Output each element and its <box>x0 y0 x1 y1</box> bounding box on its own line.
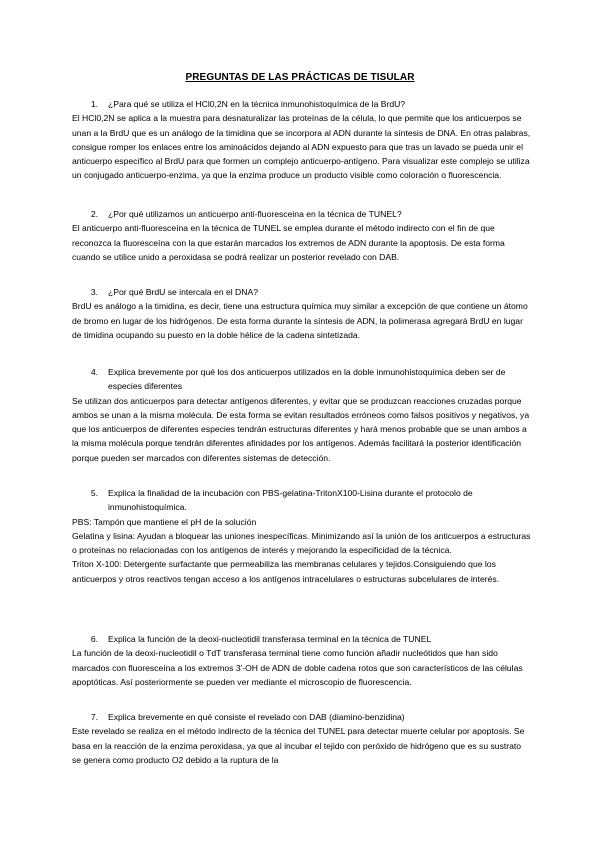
question-3 <box>72 285 532 299</box>
question-text: ¿Para qué se utiliza el HCl0,2N en la técnica inmunohistoquímica de la BrdU? <box>108 99 406 109</box>
question-4 <box>72 365 532 394</box>
answer-5-line-2: Gelatina y lisina: Ayudan a bloquear las uniones inespecíficas. Minimizando así la unión de los anticuerpos a estructuras o proteínas no relacionadas con los antígenos de interés y mejorando la especificidad de la técnica. <box>72 530 531 556</box>
answer-6: La función de la deoxi-nucleotidil o TdT transferasa terminal tiene como función añadir nucleótidos que han sido marcados con fluoresceína a los extremos 3'-OH de ADN de doble cadena rotos que son característicos de las células apoptóticas. Así posteriormente se pueden ver mediante el microscopio de fluorescencia. <box>72 648 523 687</box>
answer-5-line-1: PBS: Tampón que mantiene el pH de la solución <box>72 516 257 527</box>
question-number: 6. <box>90 634 98 644</box>
question-text: Explica la finalidad de la incubación con PBS-gelatina-TritonX100-Lisina durante el protocolo de inmunohistoquímica. <box>108 488 473 513</box>
question-number: 1. <box>90 99 98 109</box>
answer-5-line-3: Triton X-100: Detergente surfactante que permeabiliza las membranas celulares y tejidos.Consiguiendo que los anticuerpos y otros reactivos tengan acceso a los antígenos intracelulares o estructuras subcelulares de interés. <box>72 559 500 584</box>
page-title: PREGUNTAS DE LAS PRÁCTICAS DE TISULAR <box>185 72 415 83</box>
question-1 <box>72 97 532 111</box>
answer-7: Este revelado se realiza en el método indirecto de la técnica del TUNEL para detectar muerte celular por apoptosis. Se basa en la reacción de la enzima peroxidasa, ya que al incubar el tejido con peróxido de hidrógeno que es su sustrato se genera como producto O2 debido a la ruptura de la <box>72 726 525 765</box>
question-number: 4. <box>90 367 98 377</box>
question-text: Explica brevemente por qué los dos anticuerpos utilizados en la doble inmunohistoquímica deben ser de especies diferentes <box>108 367 506 392</box>
question-text: Explica brevemente en qué consiste el revelado con DAB (diamino-benzidina) <box>108 712 405 722</box>
section-7 <box>72 710 532 767</box>
question-6 <box>72 632 532 646</box>
question-number: 5. <box>90 488 98 498</box>
question-text: Explica la función de la deoxi-nucleotidil transferasa terminal en la técnica de TUNEL <box>108 634 432 644</box>
question-2 <box>72 207 532 221</box>
section-1 <box>72 97 532 183</box>
question-text: ¿Por qué utilizamos un anticuerpo anti-fluoresceina en la técnica de TUNEL? <box>108 209 402 219</box>
section-5 <box>72 486 532 586</box>
section-2 <box>72 207 532 264</box>
section-4 <box>72 365 532 465</box>
answer-3: BrdU es análogo a la timidina, es decir, tiene una estructura química muy similar a excepción de que contiene un átomo de bromo en lugar de los hidrógenos. De esta forma durante la síntesis de ADN, la polimerasa agregará BrdU en lugar de timidina ocupando su puesto en la doble hélice de la cadena sintetizada. <box>72 301 528 340</box>
question-7 <box>72 710 532 724</box>
question-number: 7. <box>90 712 98 722</box>
question-text: ¿Por qué BrdU se intercala en el DNA? <box>108 287 258 297</box>
section-6 <box>72 632 532 689</box>
question-5 <box>72 486 532 515</box>
question-number: 3. <box>90 287 98 297</box>
question-number: 2. <box>90 209 98 219</box>
answer-1: El HCl0,2N se aplica a la muestra para desnaturalizar las proteínas de la célula, lo que permite que los anticuerpos se unan a la BrdU que es un análogo de la timidina que se incorpora al ADN durante la síntesis de DNA. En otras palabras, consigue romper los enlaces entre los aminoácidos dejando al ADN expuesto para que tras un lavado se pueda unir el anticuerpo específico al BrdU para que formen un complejo anticuerpo-antígeno. Para visualizar este complejo se utiliza un conjugado anticuerpo-enzima, ya que la enzima produce un producto visible como coloración o fluorescencia. <box>72 113 531 181</box>
section-3 <box>72 285 532 342</box>
answer-4: Se utilizan dos anticuerpos para detectar antígenos diferentes, y evitar que se produzcan reacciones cruzadas porque ambos se unan a la misma molécula. De esta forma se evitan resultados erróneos como falsos positivos y negativos, ya que los anticuerpos de diferentes especies tendrán estructuras diferentes y hará menos probable que se unan ambos a la misma molécula porque tendrán diferentes afinidades por los antígenos. Además facilitará la posterior identificación porque pueden ser marcados con diferentes sistemas de detección. <box>72 395 530 463</box>
answer-2: El anticuerpo anti-fluoresceína en la técnica de TUNEL se emplea durante el método indirecto con el fin de que reconozca la fluoresceína con la que estarán marcados los extremos de ADN durante la apoptosis. De esta forma cuando se utilice unido a peroxidasa se podrá realizar un posterior revelado con DAB. <box>72 223 505 262</box>
